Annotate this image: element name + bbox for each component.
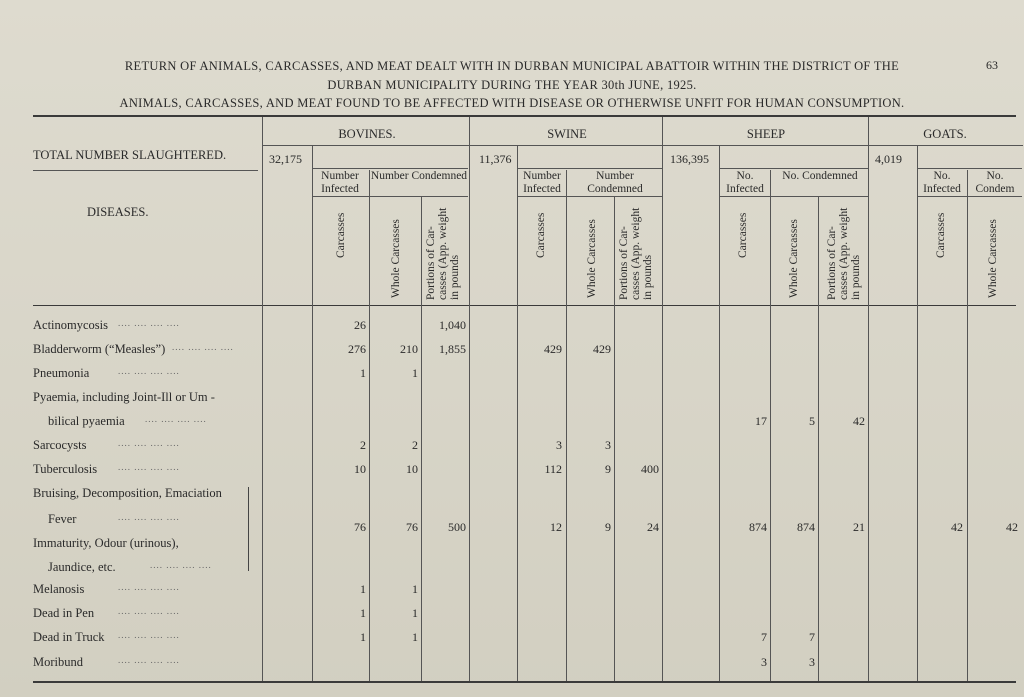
leader-dots: .... .... .... .... [118, 318, 180, 328]
leader-dots: .... .... .... .... [118, 366, 180, 376]
swine-whole-carcasses-header: Whole Carcasses [586, 219, 598, 298]
total-goats: 4,019 [875, 152, 902, 166]
disease-label: Fever [48, 512, 77, 526]
swine-total-underline [518, 168, 662, 169]
sheep-portions-header: Portions of Car- casses (App. weight in pounds [826, 207, 862, 300]
table-cell: 17 [755, 414, 767, 428]
group-goats: GOATS. [923, 127, 967, 141]
col-divider [917, 145, 918, 681]
table-cell: 24 [647, 520, 659, 534]
leader-dots: .... .... .... .... [118, 512, 180, 522]
table-cell: 2 [360, 438, 366, 452]
table-cell: 400 [641, 462, 659, 476]
goats-no-infected: No. Infected [923, 170, 961, 195]
leader-dots: .... .... .... .... [150, 560, 212, 570]
goats-no-condem: No. Condem [975, 170, 1015, 195]
page-number: 63 [986, 58, 998, 72]
disease-label: Pyaemia, including Joint-Ill or Um - [33, 390, 215, 404]
swine-carcasses-header: Carcasses [535, 212, 547, 258]
title-line-3: ANIMALS, CARCASSES, AND MEAT FOUND TO BE AFFECTED WITH DISEASE OR OTHERWISE UNFIT FOR HUMAN CONSUMPTION. [119, 96, 905, 110]
table-cell: 429 [544, 342, 562, 356]
table-cell: 7 [809, 630, 815, 644]
disease-label: Dead in Truck [33, 630, 105, 644]
group-swine: SWINE [547, 127, 587, 141]
bovine-sub-underline [313, 196, 468, 197]
leader-dots: .... .... .... .... [172, 342, 234, 352]
total-bovines: 32,175 [269, 152, 302, 166]
table-cell: 5 [809, 414, 815, 428]
table-cell: 76 [406, 520, 418, 534]
table-cell: 112 [544, 462, 562, 476]
swine-portions-header: Portions of Car- casses (App. weight in pounds [618, 207, 654, 300]
table-cell: 9 [605, 462, 611, 476]
col-divider [818, 196, 819, 681]
col-divider [662, 117, 663, 681]
swine-number-infected: Number Infected [523, 170, 561, 195]
sheep-no-condemned: No. Condemned [782, 170, 858, 182]
total-label-underline [33, 170, 258, 171]
table-cell: 10 [406, 462, 418, 476]
table-cell: 874 [749, 520, 767, 534]
table-cell: 1 [360, 630, 366, 644]
goats-carcasses-header: Carcasses [935, 212, 947, 258]
disease-label: Bladderworm (“Measles”) [33, 342, 166, 356]
table-cell: 1 [412, 582, 418, 596]
grouped-rows-brace [244, 487, 249, 571]
group-sheep: SHEEP [746, 127, 786, 141]
total-sheep: 136,395 [670, 152, 709, 166]
sheep-sub-underline [720, 196, 868, 197]
disease-label: Bruising, Decomposition, Emaciation [33, 486, 222, 500]
table-cell: 3 [556, 438, 562, 452]
col-divider [614, 196, 615, 681]
table-cell: 210 [400, 342, 418, 356]
sheep-whole-carcasses-header: Whole Carcasses [788, 219, 800, 298]
table-cell: 3 [605, 438, 611, 452]
disease-label: Dead in Pen [33, 606, 95, 620]
diseases-label: DISEASES. [87, 205, 149, 219]
table-cell: 21 [853, 520, 865, 534]
table-cell: 42 [951, 520, 963, 534]
table-cell: 276 [348, 342, 366, 356]
col-divider [469, 117, 470, 681]
sheep-carcasses-header: Carcasses [737, 212, 749, 258]
bovine-number-infected: Number Infected [321, 170, 359, 195]
bovine-carcasses-header: Carcasses [335, 212, 347, 258]
col-divider [566, 170, 567, 681]
disease-label: Moribund [33, 655, 83, 669]
title-line-2: DURBAN MUNICIPALITY DURING THE YEAR 30th JUNE, 1925. [327, 78, 697, 92]
col-divider [967, 170, 968, 681]
table-cell: 76 [354, 520, 366, 534]
table-cell: 500 [448, 520, 466, 534]
col-divider [369, 170, 370, 681]
swine-sub-underline [518, 196, 662, 197]
title-line-1: RETURN OF ANIMALS, CARCASSES, AND MEAT DEALT WITH IN DURBAN MUNICIPAL ABATTOIR WITHIN THE DISTRICT OF THE [124, 59, 900, 73]
table-cell: 1 [412, 606, 418, 620]
leader-dots: .... .... .... .... [118, 606, 180, 616]
total-swine: 11,376 [479, 152, 512, 166]
table-cell: 42 [1006, 520, 1018, 534]
total-slaughtered-label: TOTAL NUMBER SLAUGHTERED. [33, 148, 227, 162]
bovine-number-condemned: Number Condemned [370, 170, 468, 182]
disease-label: Melanosis [33, 582, 85, 596]
disease-label: Pneumonia [33, 366, 90, 380]
goats-total-underline [918, 168, 1022, 169]
disease-label: Actinomycosis [33, 318, 108, 332]
leader-dots: .... .... .... .... [145, 414, 207, 424]
table-cell: 9 [605, 520, 611, 534]
table-cell: 1 [360, 606, 366, 620]
leader-dots: .... .... .... .... [118, 438, 180, 448]
table-cell: 1,855 [439, 342, 466, 356]
table-cell: 12 [550, 520, 562, 534]
disease-label: Jaundice, etc. [48, 560, 116, 574]
table-cell: 1 [360, 366, 366, 380]
table-cell: 1 [412, 630, 418, 644]
table-cell: 3 [761, 655, 767, 669]
leader-dots: .... .... .... .... [118, 462, 180, 472]
leader-dots: .... .... .... .... [118, 630, 180, 640]
bovine-total-underline [313, 168, 468, 169]
col-divider [868, 117, 869, 681]
col-divider [312, 145, 313, 681]
table-cell: 3 [809, 655, 815, 669]
table-cell: 1,040 [439, 318, 466, 332]
table-cell: 429 [593, 342, 611, 356]
table-cell: 7 [761, 630, 767, 644]
table-cell: 874 [797, 520, 815, 534]
bovine-portions-header: Portions of Car- casses (App. weight in pounds [425, 207, 461, 300]
leader-dots: .... .... .... .... [118, 582, 180, 592]
table-cell: 10 [354, 462, 366, 476]
goats-whole-carcasses-header: Whole Carcasses [987, 219, 999, 298]
table-cell: 1 [412, 366, 418, 380]
col-divider [421, 196, 422, 681]
sheep-total-underline [720, 168, 868, 169]
col-divider [770, 170, 771, 681]
goats-sub-underline [918, 196, 1022, 197]
bovine-whole-carcasses-header: Whole Carcasses [390, 219, 402, 298]
group-bovines: BOVINES. [338, 127, 396, 141]
disease-label: Immaturity, Odour (urinous), [33, 536, 179, 550]
table-cell: 2 [412, 438, 418, 452]
sheep-no-infected: No. Infected [726, 170, 764, 195]
swine-number-condemned: Number Condemned [587, 170, 643, 195]
group-header-underline [263, 145, 1023, 146]
table-cell: 42 [853, 414, 865, 428]
disease-label: Sarcocysts [33, 438, 87, 452]
col-divider [719, 145, 720, 681]
disease-label: Tuberculosis [33, 462, 98, 476]
col-divider [262, 117, 263, 681]
table-cell: 1 [360, 582, 366, 596]
disease-label: bilical pyaemia [48, 414, 125, 428]
leader-dots: .... .... .... .... [118, 655, 180, 665]
bottom-rule [33, 681, 1016, 683]
table-cell: 26 [354, 318, 366, 332]
col-divider [517, 145, 518, 681]
